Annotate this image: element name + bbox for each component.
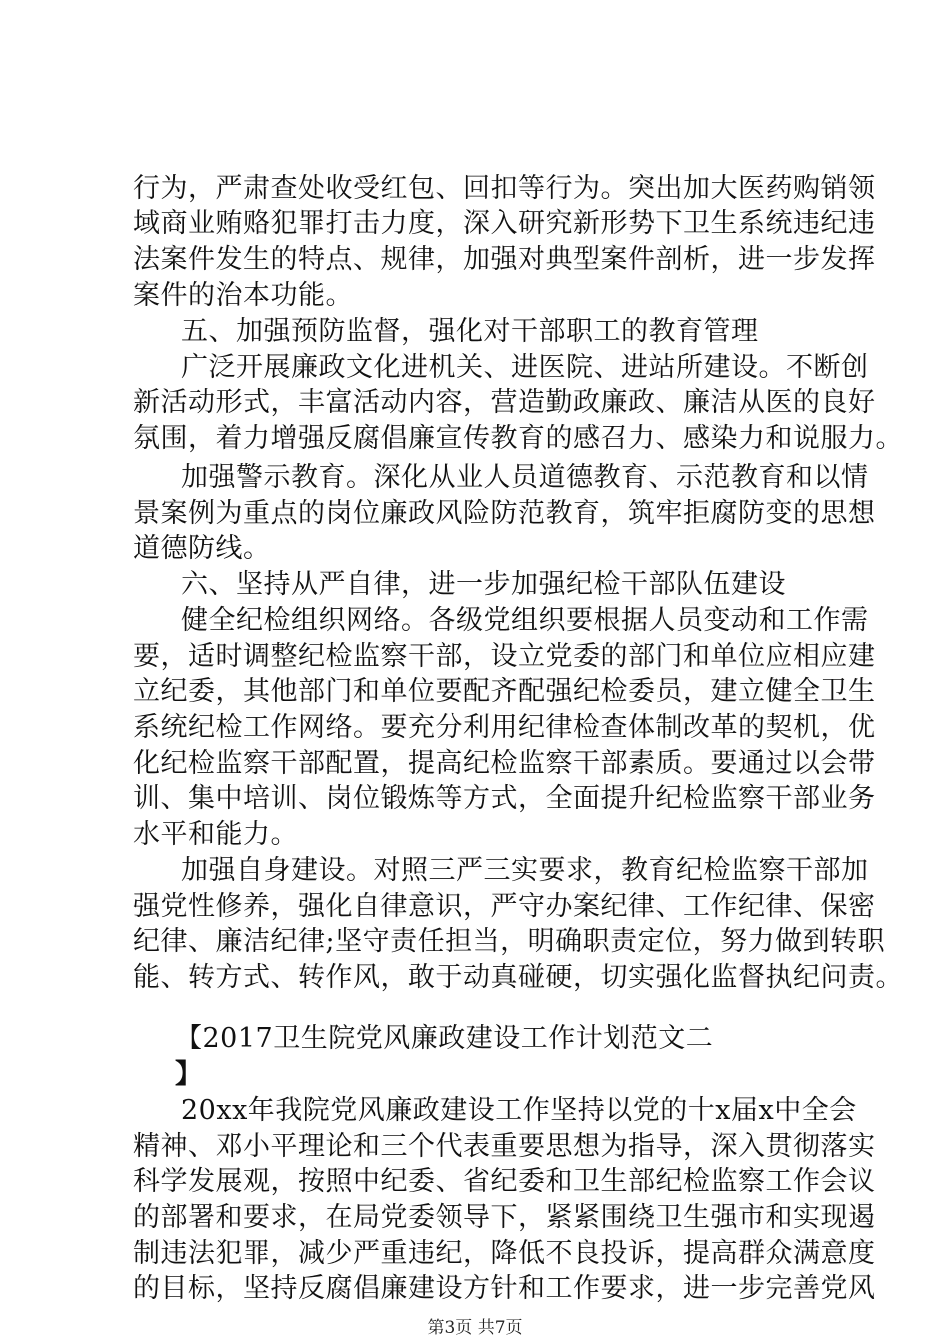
paragraph-line: 训、集中培训、岗位锻炼等方式，全面提升纪检监察干部业务: [133, 783, 876, 814]
article-title: 【2017卫生院党风廉政建设工作计划范文二: [175, 1023, 714, 1054]
paragraph-line: 精神、邓小平理论和三个代表重要思想为指导，深入贯彻落实: [133, 1131, 876, 1162]
paragraph-line: 加强警示教育。深化从业人员道德教育、示范教育和以情: [181, 462, 869, 493]
paragraph-line: 法案件发生的特点、规律，加强对典型案件剖析，进一步发挥: [133, 244, 876, 275]
paragraph-line: 广泛开展廉政文化进机关、进医院、进站所建设。不断创: [181, 352, 869, 383]
paragraph-line: 域商业贿赂犯罪打击力度，深入研究新形势下卫生系统违纪违: [133, 208, 876, 239]
paragraph-line: 新活动形式，丰富活动内容，营造勤政廉政、廉洁从医的良好: [133, 387, 876, 418]
paragraph-line: 化纪检监察干部配置，提高纪检监察干部素质。要通过以会带: [133, 748, 876, 779]
paragraph-line: 的部署和要求，在局党委领导下，紧紧围绕卫生强市和实现遏: [133, 1202, 876, 1233]
paragraph-line: 20xx年我院党风廉政建设工作坚持以党的十x届x中全会: [181, 1095, 857, 1126]
paragraph-line: 景案例为重点的岗位廉政风险防范教育，筑牢拒腐防变的思想: [133, 498, 876, 529]
paragraph-line: 制违法犯罪，减少严重违纪，降低不良投诉，提高群众满意度: [133, 1238, 876, 1269]
paragraph-line: 行为，严肃查处收受红包、回扣等行为。突出加大医药购销领: [133, 173, 876, 204]
paragraph-line: 立纪委，其他部门和单位要配齐配强纪检委员，建立健全卫生: [133, 676, 876, 707]
paragraph-line: 氛围，着力增强反腐倡廉宣传教育的感召力、感染力和说服力。: [133, 423, 903, 454]
paragraph-line: 加强自身建设。对照三严三实要求，教育纪检监察干部加: [181, 855, 869, 886]
paragraph-line: 能、转方式、转作风，敢于动真碰硬，切实强化监督执纪问责。: [133, 962, 903, 993]
paragraph-line: 道德防线。: [133, 533, 271, 564]
paragraph-line: 强党性修养，强化自律意识，严守办案纪律、工作纪律、保密: [133, 891, 876, 922]
paragraph-line: 纪律、廉洁纪律;坚守责任担当，明确职责定位，努力做到转职: [133, 926, 886, 957]
article-title-bracket: 】: [175, 1059, 203, 1090]
paragraph-line: 健全纪检组织网络。各级党组织要根据人员变动和工作需: [181, 605, 869, 636]
paragraph-line: 案件的治本功能。: [133, 280, 353, 311]
paragraph-line: 水平和能力。: [133, 819, 298, 850]
section-heading: 六、坚持从严自律，进一步加强纪检干部队伍建设: [181, 569, 786, 600]
paragraph-line: 要，适时调整纪检监察干部，设立党委的部门和单位应相应建: [133, 641, 876, 672]
paragraph-line: 系统纪检工作网络。要充分利用纪律检查体制改革的契机，优: [133, 712, 876, 743]
paragraph-line: 的目标，坚持反腐倡廉建设方针和工作要求，进一步完善党风: [133, 1273, 876, 1304]
page-footer: 第3页 共7页: [427, 1318, 523, 1338]
section-heading: 五、加强预防监督，强化对干部职工的教育管理: [181, 316, 759, 347]
paragraph-line: 科学发展观，按照中纪委、省纪委和卫生部纪检监察工作会议: [133, 1166, 876, 1197]
